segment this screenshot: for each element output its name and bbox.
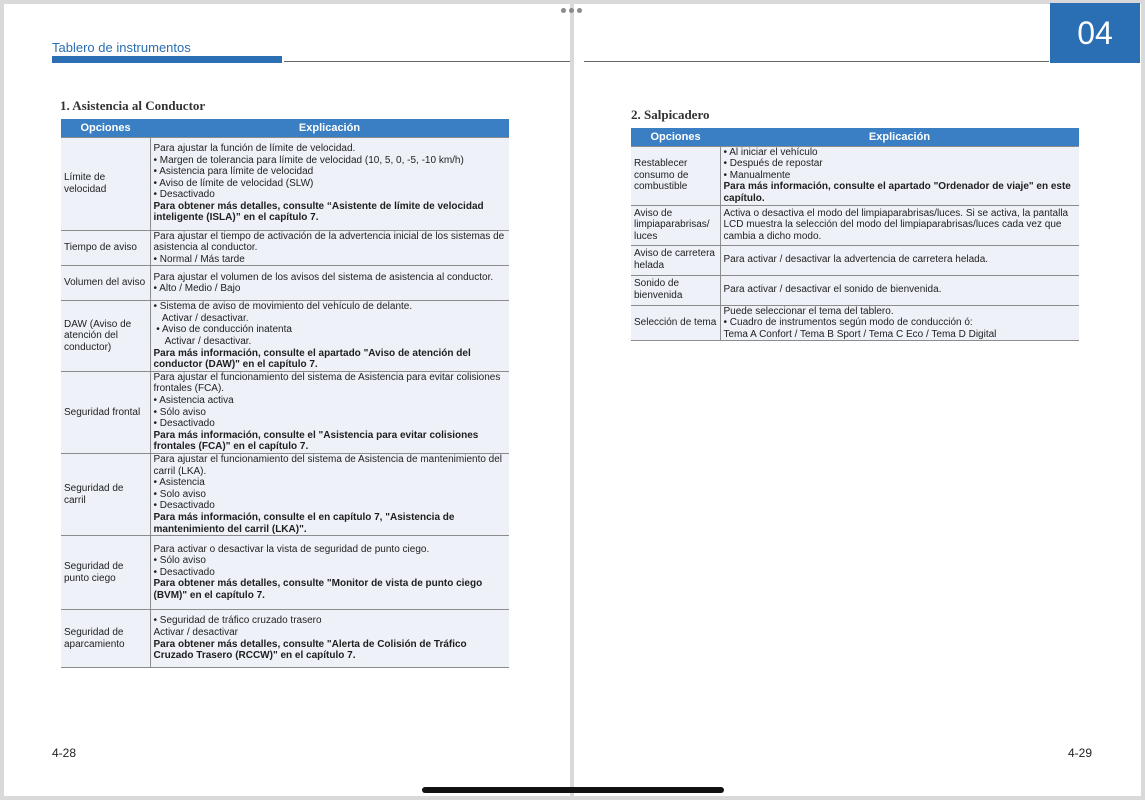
explanation-line: • Sólo aviso — [153, 406, 206, 418]
table-row — [61, 230, 509, 266]
option-cell: Seguridad de carril — [61, 454, 150, 536]
explanation-line: • Desactivado — [153, 500, 215, 512]
explanation-line: Para ajustar el volumen de los avisos del sistema de asistencia al conductor. — [153, 271, 494, 283]
left-page — [4, 4, 570, 796]
option-cell: Seguridad frontal — [61, 371, 150, 453]
reference-note: Para obtener más detalles, consulte "Monitor de vista de punto ciego (BVM)" en el capítulo 7. — [153, 578, 483, 602]
header-rule — [284, 61, 570, 62]
explanation-line: • Desactivado — [153, 418, 215, 430]
explanation-line: • Margen de tolerancia para límite de velocidad (10, 5, 0, -5, -10 km/h) — [153, 154, 464, 166]
explanation-cell — [150, 137, 509, 230]
explanation-cell — [150, 230, 509, 266]
explanation-line: Para activar / desactivar el sonido de bienvenida. — [723, 284, 942, 296]
explanation-line: Puede seleccionar el tema del tablero. — [723, 305, 894, 317]
dashboard-table — [631, 128, 1079, 341]
explanation-line: • Seguridad de tráfico cruzado trasero — [153, 615, 322, 627]
option-cell: Restablecer consumo de combustible — [631, 146, 720, 205]
explanation-cell — [720, 245, 1079, 275]
explanation-cell — [150, 301, 509, 372]
table-row — [61, 536, 509, 610]
option-cell: Seguridad de punto ciego — [61, 536, 150, 610]
explanation-line: Para ajustar la función de límite de velocidad. — [153, 142, 356, 154]
explanation-line: Activar / desactivar. — [153, 336, 252, 348]
chapter-number-box: 04 — [1050, 3, 1140, 63]
section-title-driver-assistance: 1. Asistencia al Conductor — [60, 98, 206, 113]
table-header-row — [631, 128, 1079, 146]
explanation-cell — [720, 275, 1079, 305]
section-title-dashboard: 2. Salpicadero — [631, 107, 710, 122]
explanation-line: • Normal / Más tarde — [153, 253, 245, 265]
explanation-line: • Sólo aviso — [153, 555, 206, 567]
explanation-cell — [150, 536, 509, 610]
header-accent-bar — [52, 56, 282, 63]
explanation-line: Tema A Confort / Tema B Sport / Tema C Eco / Tema D Digital — [723, 328, 997, 340]
table-row — [61, 454, 509, 536]
more-options-icon[interactable] — [561, 8, 585, 16]
table-row — [631, 146, 1079, 205]
explanation-line: Activa o desactiva el modo del limpiaparabrisas/luces. Si se activa, la pantalla LCD muestra la selección del modo del limpiaparabrisas/luces cada vez que cambia a dicho modo. — [723, 207, 1071, 242]
reference-note: Para más información, consulte el "Asistencia para evitar colisiones frontales (FCA)" en el capítulo 7. — [153, 429, 479, 453]
option-cell: DAW (Aviso de atención del conductor) — [61, 301, 150, 372]
explanation-line: • Desactivado — [153, 189, 215, 201]
explanation-line: • Cuadro de instrumentos según modo de conducción ó: — [723, 317, 973, 329]
explanation-line: • Aviso de límite de velocidad (SLW) — [153, 177, 314, 189]
explanation-line: • Manualmente — [723, 169, 791, 181]
explanation-line: • Aviso de conducción inatenta — [153, 324, 292, 336]
header-rule — [584, 61, 1049, 62]
table-row — [61, 371, 509, 453]
explanation-cell — [720, 146, 1079, 205]
explanation-cell — [150, 454, 509, 536]
page-number-left: 4-28 — [52, 746, 77, 760]
explanation-cell — [150, 266, 509, 301]
explanation-cell — [150, 371, 509, 453]
explanation-line: Activar / desactivar — [153, 627, 238, 639]
table-row — [631, 275, 1079, 305]
reference-note: Para más información, consulte el apartado "Ordenador de viaje" en este capítulo. — [723, 181, 1071, 204]
right-page — [574, 4, 1141, 796]
option-cell: Tiempo de aviso — [61, 230, 150, 266]
explanation-line: • Asistencia activa — [153, 395, 234, 407]
reference-note: Para obtener más detalles, consulte “Asistente de límite de velocidad inteligente (ISLA)” en el capítulo 7. — [153, 200, 484, 224]
explanation-cell — [150, 610, 509, 668]
option-cell: Aviso de carretera helada — [631, 245, 720, 275]
explanation-line: Para activar o desactivar la vista de seguridad de punto ciego. — [153, 543, 430, 555]
page-number-right: 4-29 — [1068, 746, 1093, 760]
explanation-line: Para ajustar el funcionamiento del sistema de Asistencia para evitar colisiones frontales (FCA). — [153, 371, 504, 395]
reference-note: Para más información, consulte el en capítulo 7, "Asistencia de mantenimiento del carril (LKA)". — [153, 511, 455, 535]
table-row — [631, 305, 1079, 341]
home-indicator[interactable] — [422, 787, 724, 793]
column-header-explanation: Explicación — [150, 119, 509, 137]
explanation-line: Para ajustar el funcionamiento del sistema de Asistencia de mantenimiento del carril (LKA). — [153, 454, 505, 477]
explanation-line: • Asistencia para límite de velocidad — [153, 166, 314, 178]
reference-note: Para obtener más detalles, consulte "Alerta de Colisión de Tráfico Cruzado Trasero (RCCW)" en el capítulo 7. — [153, 638, 467, 662]
column-header-explanation: Explicación — [720, 128, 1079, 146]
explanation-line: Activar / desactivar. — [153, 312, 249, 324]
explanation-line: • Asistencia — [153, 477, 205, 489]
table-row — [61, 610, 509, 668]
table-row — [61, 137, 509, 230]
explanation-cell — [720, 305, 1079, 341]
reference-note: Para más información, consulte el apartado "Aviso de atención del conductor (DAW)" en el capítulo 7. — [153, 347, 471, 371]
table-row — [631, 205, 1079, 245]
explanation-line: Para activar / desactivar la advertencia de carretera helada. — [723, 254, 989, 266]
option-cell: Sonido de bienvenida — [631, 275, 720, 305]
option-cell: Límite de velocidad — [61, 137, 150, 230]
explanation-line: • Desactivado — [153, 566, 215, 578]
table-row — [61, 266, 509, 301]
column-header-options: Opciones — [631, 128, 720, 146]
option-cell: Seguridad de aparcamiento — [61, 610, 150, 668]
table-row — [631, 245, 1079, 275]
header-title: Tablero de instrumentos — [52, 40, 191, 55]
explanation-line: Para ajustar el tiempo de activación de la advertencia inicial de los sistemas de asistencia al conductor. — [153, 230, 508, 254]
option-cell: Aviso de limpiaparabrisas/ luces — [631, 205, 720, 245]
explanation-line: • Alto / Medio / Bajo — [153, 283, 241, 295]
table-header-row — [61, 119, 509, 137]
explanation-line: • Después de repostar — [723, 158, 823, 170]
column-header-options: Opciones — [61, 119, 150, 137]
table-row — [61, 301, 509, 372]
explanation-line: • Al iniciar el vehículo — [723, 146, 818, 158]
option-cell: Selección de tema — [631, 305, 720, 341]
explanation-cell — [720, 205, 1079, 245]
option-cell: Volumen del aviso — [61, 266, 150, 301]
explanation-line: • Sistema de aviso de movimiento del vehículo de delante. — [153, 301, 413, 313]
driver-assistance-table — [61, 119, 509, 668]
explanation-line: • Solo aviso — [153, 488, 206, 500]
